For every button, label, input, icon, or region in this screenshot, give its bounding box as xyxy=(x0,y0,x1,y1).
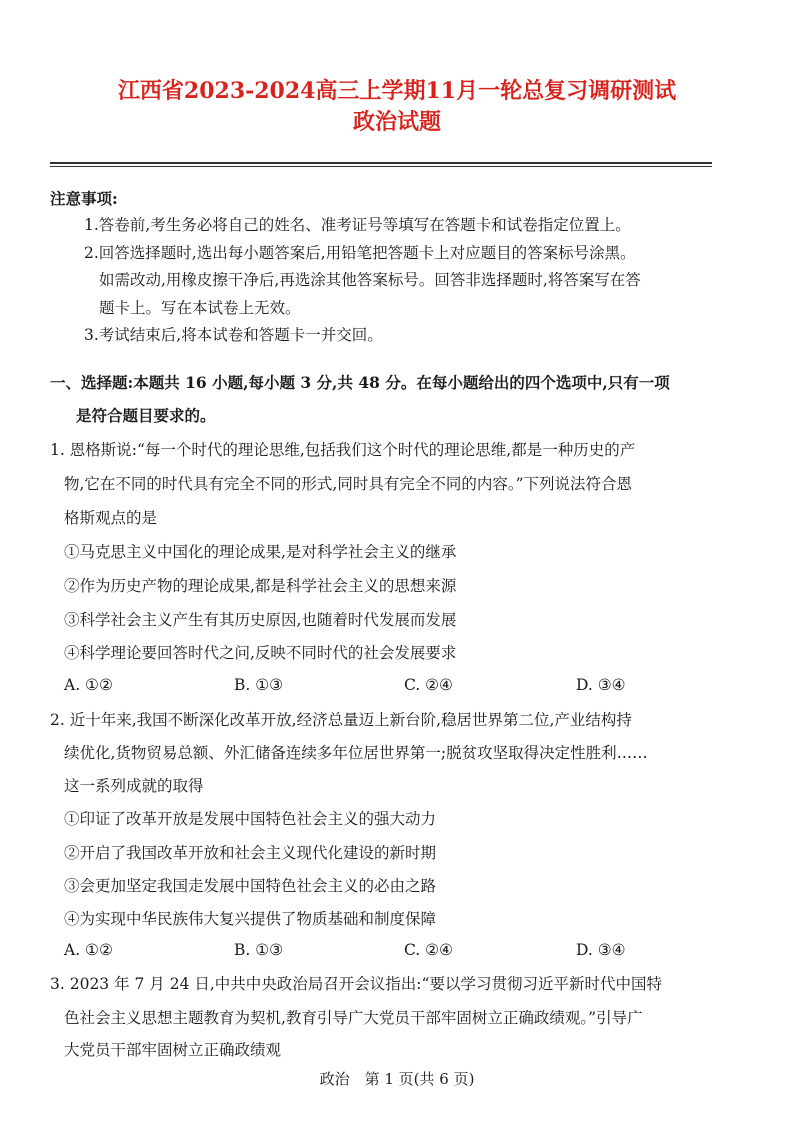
section-heading: 一、选择题:本题共 16 小题,每小题 3 分,共 48 分。在每小题给出的四个选项中,只有一项 xyxy=(50,373,670,392)
notice-item: 如需改动,用橡皮擦干净后,再选涂其他答案标号。回答非选择题时,将答案写在答 xyxy=(99,271,641,289)
question-stem: 2. 近十年来,我国不断深化改革开放,经济总量迈上新台阶,稳居世界第二位,产业结构持 xyxy=(50,711,632,729)
exam-title: 江西省2023-2024高三上学期11月一轮总复习调研测试 xyxy=(117,78,677,104)
header-rule-thick xyxy=(50,162,712,164)
question-stem: 色社会主义思想主题教育为契机,教育引导广大党员干部牢固树立正确政绩观。”引导广 xyxy=(64,1009,643,1027)
notice-heading: 注意事项: xyxy=(50,189,118,208)
notice-item: 2.回答选择题时,选出每小题答案后,用铅笔把答题卡上对应题目的答案标号涂黑。 xyxy=(84,244,636,262)
question-stem: 3. 2023 年 7 月 24 日,中共中央政治局召开会议指出:“要以学习贯彻习近平新时代中国特 xyxy=(50,975,662,993)
question-statement: ④科学理论要回答时代之问,反映不同时代的社会发展要求 xyxy=(64,644,457,662)
answer-options xyxy=(64,941,704,961)
option-a: A. ①② xyxy=(64,676,113,694)
question-statement: ④为实现中华民族伟大复兴提供了物质基础和制度保障 xyxy=(64,910,437,928)
notice-item: 1.答卷前,考生务必将自己的姓名、准考证号等填写在答题卡和试卷指定位置上。 xyxy=(84,216,631,234)
question-statement: ①印证了改革开放是发展中国特色社会主义的强大动力 xyxy=(64,810,437,828)
option-b: B. ①③ xyxy=(234,941,284,959)
notice-item: 题卡上。写在本试卷上无效。 xyxy=(99,299,301,317)
question-statement: ②作为历史产物的理论成果,都是科学社会主义的思想来源 xyxy=(64,577,457,595)
option-c: C. ②④ xyxy=(404,676,453,694)
header-rule-thin xyxy=(50,166,712,167)
exam-subject-title: 政治试题 xyxy=(352,109,441,135)
question-stem: 续优化,货物贸易总额、外汇储备连续多年位居世界第一;脱贫攻坚取得决定性胜利…… xyxy=(64,744,648,762)
question-statement: ③会更加坚定我国走发展中国特色社会主义的必由之路 xyxy=(64,877,437,895)
option-c: C. ②④ xyxy=(404,941,453,959)
option-d: D. ③④ xyxy=(576,941,626,959)
page-footer: 政治 第 1 页(共 6 页) xyxy=(319,1070,475,1088)
option-a: A. ①② xyxy=(64,941,113,959)
question-stem: 物,它在不同的时代具有完全不同的形式,同时具有完全不同的内容。”下列说法符合恩 xyxy=(64,475,633,493)
question-stem: 格斯观点的是 xyxy=(64,509,158,527)
answer-options xyxy=(64,676,704,696)
question-stem: 1. 恩格斯说:“每一个时代的理论思维,包括我们这个时代的理论思维,都是一种历史的产 xyxy=(50,441,636,459)
question-statement: ②开启了我国改革开放和社会主义现代化建设的新时期 xyxy=(64,844,437,862)
question-statement: ①马克思主义中国化的理论成果,是对科学社会主义的继承 xyxy=(64,543,457,561)
question-stem: 这一系列成就的取得 xyxy=(64,777,204,795)
notice-item: 3.考试结束后,将本试卷和答题卡一并交回。 xyxy=(84,326,383,344)
section-heading-cont: 是符合题目要求的。 xyxy=(76,406,216,425)
question-statement: ③科学社会主义产生有其历史原因,也随着时代发展而发展 xyxy=(64,611,457,629)
question-stem: 大党员干部牢固树立正确政绩观 xyxy=(64,1041,282,1059)
option-b: B. ①③ xyxy=(234,676,284,694)
option-d: D. ③④ xyxy=(576,676,626,694)
